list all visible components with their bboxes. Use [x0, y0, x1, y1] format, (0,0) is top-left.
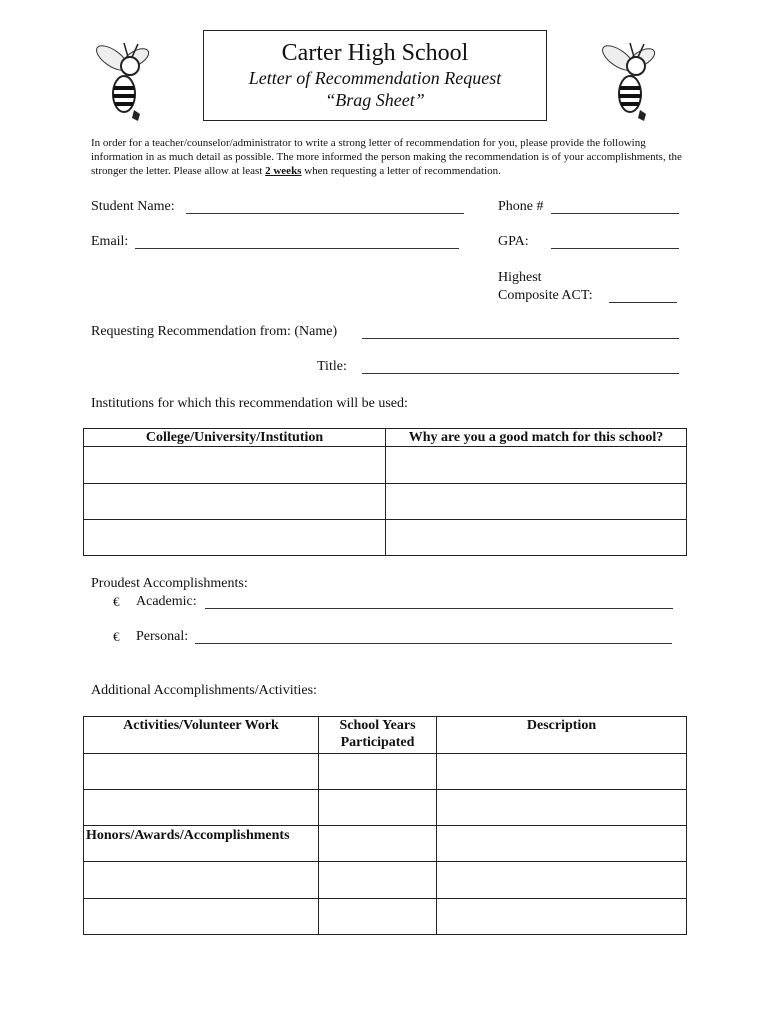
description-cell[interactable]: [437, 826, 687, 862]
col-school-years-line2: Participated: [340, 735, 415, 750]
additional-heading: Additional Accomplishments/Activities:: [91, 683, 317, 698]
recommender-name-field[interactable]: [362, 338, 679, 339]
student-name-field[interactable]: [186, 213, 464, 214]
col-description: Description: [437, 717, 687, 754]
match-cell[interactable]: [386, 484, 687, 520]
intro-paragraph: [91, 136, 691, 178]
honor-cell[interactable]: [84, 862, 319, 899]
description-cell[interactable]: [437, 754, 687, 790]
activity-cell[interactable]: [84, 754, 319, 790]
col-institution: College/University/Institution: [84, 429, 386, 447]
institutions-table: [83, 428, 687, 556]
years-cell[interactable]: [319, 754, 437, 790]
title-label: Title:: [317, 359, 347, 374]
hornet-mascot-left-icon: [90, 36, 158, 126]
phone-field[interactable]: [551, 213, 679, 214]
years-cell[interactable]: [319, 826, 437, 862]
personal-label: Personal:: [136, 629, 189, 644]
academic-field[interactable]: [205, 608, 673, 609]
act-field[interactable]: [609, 302, 677, 303]
gpa-label: GPA:: [498, 234, 529, 249]
email-field[interactable]: [135, 248, 459, 249]
years-cell[interactable]: [319, 899, 437, 935]
match-cell[interactable]: [386, 520, 687, 556]
gpa-field[interactable]: [551, 248, 679, 249]
bullet-icon: €: [113, 594, 120, 609]
requesting-label: Requesting Recommendation from: (Name): [91, 324, 338, 339]
years-cell[interactable]: [319, 862, 437, 899]
email-label: Email:: [91, 234, 129, 249]
years-cell[interactable]: [319, 790, 437, 826]
institution-cell[interactable]: [84, 447, 386, 484]
col-school-years: [319, 717, 437, 754]
proudest-heading: Proudest Accomplishments:: [91, 576, 248, 591]
institutions-heading: Institutions for which this recommendation will be used:: [91, 396, 408, 411]
col-good-match: Why are you a good match for this school?: [386, 429, 687, 447]
phone-label: Phone #: [498, 199, 544, 214]
form-subtitle-2: “Brag Sheet”: [325, 90, 425, 110]
col-school-years-line1: School Years: [339, 718, 416, 733]
honor-cell[interactable]: [84, 899, 319, 935]
honors-label: Honors/Awards/Accomplishments: [84, 826, 319, 862]
activity-cell[interactable]: [84, 790, 319, 826]
hornet-mascot-right-icon: [596, 36, 664, 126]
bullet-icon: €: [113, 629, 120, 644]
composite-act-label: Composite ACT:: [498, 288, 593, 303]
description-cell[interactable]: [437, 862, 687, 899]
intro-text: In order for a teacher/counselor/administrator to write a strong letter of recommendation for you, please provide the following information in as much detail as possible. The more informed the person making the recommendation is of your accomplishments, the stronger the letter. Please allow at least: [91, 137, 682, 177]
academic-label: Academic:: [136, 594, 197, 609]
recommender-title-field[interactable]: [362, 373, 679, 374]
intro-text-end: when requesting a letter of recommendation.: [301, 165, 501, 177]
col-activities: Activities/Volunteer Work: [84, 717, 319, 754]
activities-table: [83, 716, 687, 935]
highest-label: Highest: [498, 270, 542, 285]
institution-cell[interactable]: [84, 484, 386, 520]
description-cell[interactable]: [437, 899, 687, 935]
school-name: Carter High School: [281, 40, 469, 66]
student-name-label: Student Name:: [91, 199, 175, 214]
match-cell[interactable]: [386, 447, 687, 484]
institution-cell[interactable]: [84, 520, 386, 556]
title-box: [203, 30, 547, 121]
form-subtitle: Letter of Recommendation Request: [248, 68, 502, 88]
intro-emphasis: 2 weeks: [265, 165, 302, 177]
description-cell[interactable]: [437, 790, 687, 826]
personal-field[interactable]: [195, 643, 672, 644]
